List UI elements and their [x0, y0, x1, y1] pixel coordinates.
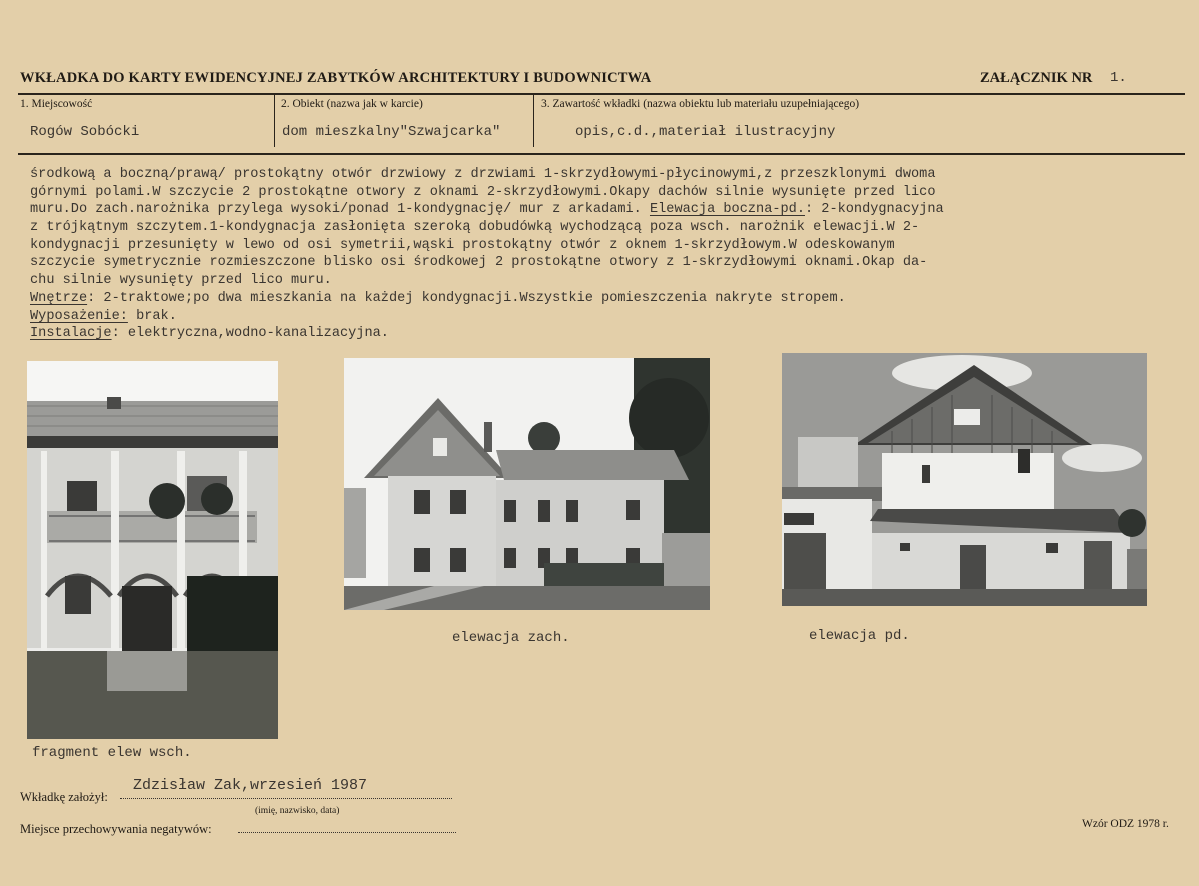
equipment-heading: Wyposażenie:: [30, 308, 128, 324]
locality-value: Rogów Sobócki: [30, 124, 140, 140]
negatives-dotted-line: [238, 832, 456, 833]
installations-heading: Instalacje: [30, 326, 112, 342]
description-line: [30, 201, 1195, 219]
annex-label: ZAŁĄCZNIK NR: [980, 70, 1093, 86]
photo-east-elevation-fragment: [27, 361, 278, 739]
installations-text: : elektryczna,wodno-kanalizacyjna.: [111, 326, 389, 342]
card-title: WKŁADKA DO KARTY EWIDENCYJNEJ ZABYTKÓW ARCHITEKTURY I BUDOWNICTWA: [20, 70, 652, 86]
object-value: dom mieszkalny"Szwajcarka": [282, 124, 501, 140]
photo-south-elevation: [782, 353, 1147, 606]
photo-caption-1: fragment elew wsch.: [32, 745, 192, 761]
description-line: szczycie symetrycznie rozmieszczone blisko osi środkowej 2 prostokątne otwory z 1-skrzydłowymi oknami.Okap da-: [30, 255, 928, 271]
contents-label: 3. Zawartość wkładki (nazwa obiektu lub materiału uzupełniającego): [541, 98, 860, 110]
description-line: chu silnie wysunięty przed lico muru.: [30, 273, 332, 289]
form-id: Wzór ODZ 1978 r.: [1082, 818, 1169, 830]
interior-text: : 2-traktowe;po dwa mieszkania na każdej kondygnacji.Wszystkie pomieszczenia nakryte stropem.: [87, 290, 846, 306]
author-value: Zdzisław Zak,wrzesień 1987: [133, 777, 368, 794]
description-line: kondygnacji przesunięty w lewo od osi symetrii,wąski prostokątny otwór z oknem 1-skrzydłowym.W odeskowanym: [30, 237, 895, 253]
contents-value: opis,c.d.,materiał ilustracyjny: [575, 124, 836, 140]
author-hint: (imię, nazwisko, data): [255, 806, 340, 816]
equipment-text: brak.: [127, 308, 177, 324]
object-label: 2. Obiekt (nazwa jak w karcie): [281, 98, 423, 110]
fields-bottom-rule: [18, 153, 1185, 155]
interior-heading: Wnętrze: [30, 290, 88, 306]
author-dotted-line: [120, 798, 452, 799]
negatives-label: Miejsce przechowywania negatywów:: [20, 822, 212, 836]
photo-west-elevation: [344, 358, 710, 610]
field-divider-1: [274, 95, 275, 147]
interior-line: [30, 290, 1195, 308]
description-line: środkową a boczną/prawą/ prostokątny otwór drzwiowy z drzwiami 1-skrzydłowymi-płycinowymi,z przeszklonymi dwoma: [30, 167, 936, 182]
description-text: [30, 166, 1195, 343]
installations-line: [30, 325, 1195, 343]
equipment-line: [30, 308, 1195, 326]
header-rule: [18, 93, 1185, 95]
photo-caption-3: elewacja pd.: [809, 628, 910, 644]
field-divider-2: [533, 95, 534, 147]
annex-number: 1.: [1110, 70, 1127, 86]
description-line: z trójkątnym szczytem.1-kondygnacja zasłonięta szeroką dobudówką wychodzącą poza wsch. narożnik elewacji.W 2-: [30, 220, 920, 236]
south-elevation-heading: Elewacja boczna-pd.: [649, 202, 805, 218]
photo-caption-2: elewacja zach.: [452, 630, 570, 646]
description-line: górnymi polami.W szczycie 2 prostokątne otwory z oknami 2-skrzydłowymi.Okapy dachów silnie wysunięte przed lico: [30, 184, 936, 200]
author-label: Wkładkę założył:: [20, 790, 108, 804]
locality-label: 1. Miejscowość: [20, 98, 93, 110]
description-span: : 2-kondygnacyjna: [804, 202, 944, 218]
description-span: muru.Do zach.narożnika przylega wysoki/ponad 1-kondygnację/ mur z arkadami.: [30, 202, 650, 218]
